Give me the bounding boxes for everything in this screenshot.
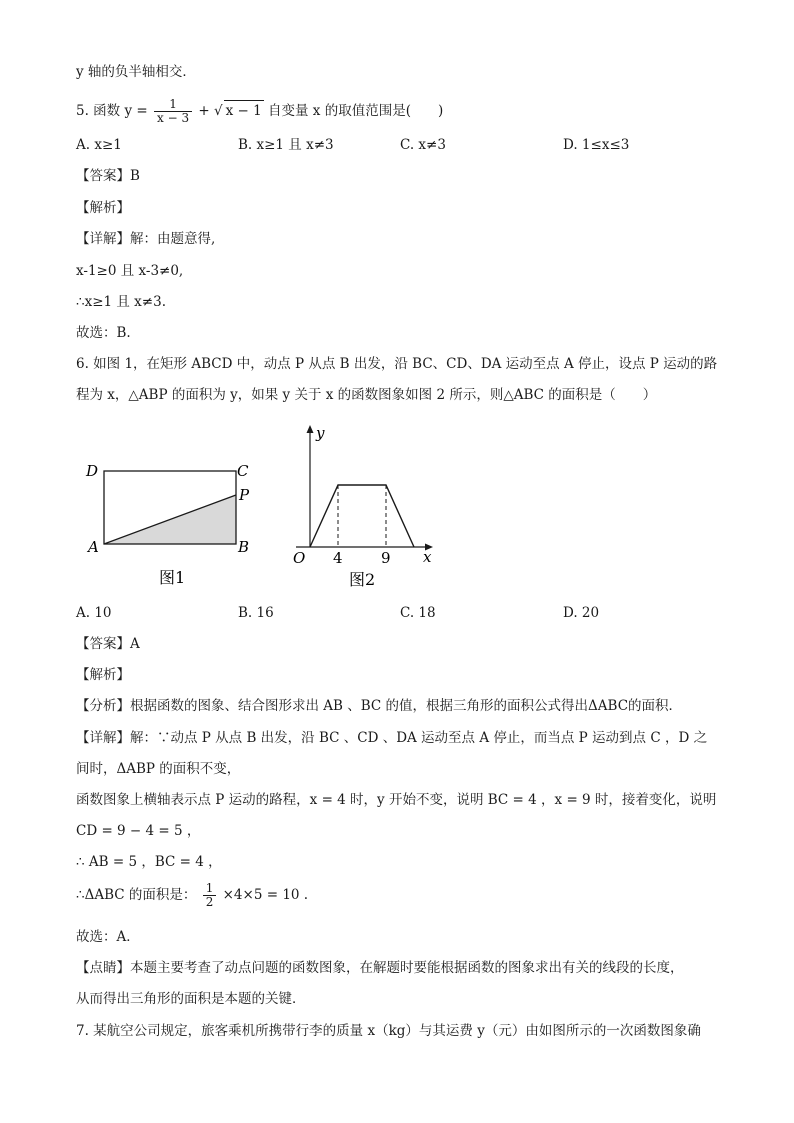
label-p: P [239,486,250,504]
q6-option-b: B. 16 [238,605,274,621]
q6-option-c: C. 18 [400,605,436,621]
question-6-stem-line-1: 6. 如图 1，在矩形 ABCD 中，动点 P 从点 B 出发，沿 BC、CD、DA 运动至点 A 停止，设点 P 运动的路 [76,356,718,372]
q6-answer: 【答案】A [76,636,140,652]
q5-plus: + [198,103,210,119]
q5-option-b: B. x≥1 且 x≠3 [238,137,334,153]
q6-detail-line-3: 函数图象上横轴表示点 P 运动的路程，x = 4 时，y 开始不变，说明 BC = 4 ，x = 9 时，接着变化，说明 [76,792,717,808]
q6-options [76,603,716,623]
q6-area-post: ×4×5 = 10 . [222,887,309,903]
axis-label-y: y [316,424,325,442]
q6-detail-line-6 [76,882,308,909]
q6-detail-line-7: 故选：A． [76,929,140,945]
q6-area-fraction [203,882,217,909]
q5-fraction-denominator: x − 3 [157,111,190,125]
q6-option-d: D. 20 [563,605,600,621]
tick-label-9: 9 [381,549,391,567]
q5-step-2: ∴x≥1 且 x≠3. [76,294,166,310]
origin-label: O [293,549,306,567]
axis-label-x: x [423,548,432,566]
q5-fraction [154,98,192,125]
question-5-stem [76,98,443,125]
question-7-stem: 7. 某航空公司规定，旅客乘机所携带行李的质量 x（kg）与其运费 y（元）由如图所示的一次函数图象确 [76,1023,701,1039]
q5-radicand: x − 1 [224,100,264,121]
q6-comment-line-1: 【点睛】本题主要考查了动点问题的函数图象，在解题时要能根据函数的图象求出有关的线段的长度， [76,960,684,976]
q6-area-pre: ∴ΔABC 的面积是： [76,887,197,903]
q5-answer: 【答案】B [76,168,140,184]
question-6-stem-line-2: 程为 x，△ABP 的面积为 y，如果 y 关于 x 的函数图象如图 2 所示，则△ABC 的面积是（ ） [76,387,657,403]
q5-option-c: C. x≠3 [400,137,446,153]
q6-detail-line-1: 【详解】解：∵动点 P 从点 B 出发，沿 BC 、CD 、DA 运动至点 A 停止，而当点 P 运动到点 C ，D 之 [76,730,708,746]
q5-step-3: 故选：B. [76,325,131,341]
q5-analysis-heading: 【解析】 [76,200,130,216]
label-b: B [238,538,250,556]
figure-1-caption: 图1 [159,568,186,587]
q5-option-d: D. 1≤x≤3 [563,137,630,153]
q6-area-fraction-numerator: 1 [203,882,217,896]
q5-step-1: x-1≥0 且 x-3≠0, [76,263,184,279]
q5-option-a: A. x≥1 [76,137,122,153]
y-axis-arrow [307,425,314,433]
q6-detail-line-2: 间时，ΔABP 的面积不变， [76,761,241,777]
q6-area-fraction-denominator: 2 [205,895,214,909]
q6-comment-line-2: 从而得出三角形的面积是本题的关键． [76,991,306,1007]
figure-1-rectangle [84,455,269,590]
q5-pre: 5. 函数 y = [76,103,148,119]
function-graph-line [310,485,414,547]
figure-2-caption: 图2 [349,570,376,589]
line-y-axis-intersect: y 轴的负半轴相交． [76,64,196,80]
q5-post: 自变量 x 的取值范围是( ) [268,103,444,119]
q6-detail-line-4: CD = 9 − 4 = 5 ， [76,823,201,839]
q5-sqrt-sign: √ [214,103,223,119]
q5-options [76,135,716,155]
label-c: C [237,462,249,480]
figure-2-graph [286,422,446,592]
q6-option-a: A. 10 [76,605,112,621]
q6-analysis-heading: 【解析】 [76,667,130,683]
q6-detail-line-5: ∴ AB = 5 ，BC = 4 ， [76,854,222,870]
tick-label-4: 4 [333,549,343,567]
label-a: A [88,538,99,556]
q5-detail: 【详解】解：由题意得, [76,231,216,247]
q5-fraction-numerator: 1 [154,98,192,112]
label-d: D [86,462,99,480]
q6-analysis: 【分析】根据函数的图象、结合图形求出 AB 、BC 的值，根据三角形的面积公式得出ΔABC的面积． [76,698,683,714]
